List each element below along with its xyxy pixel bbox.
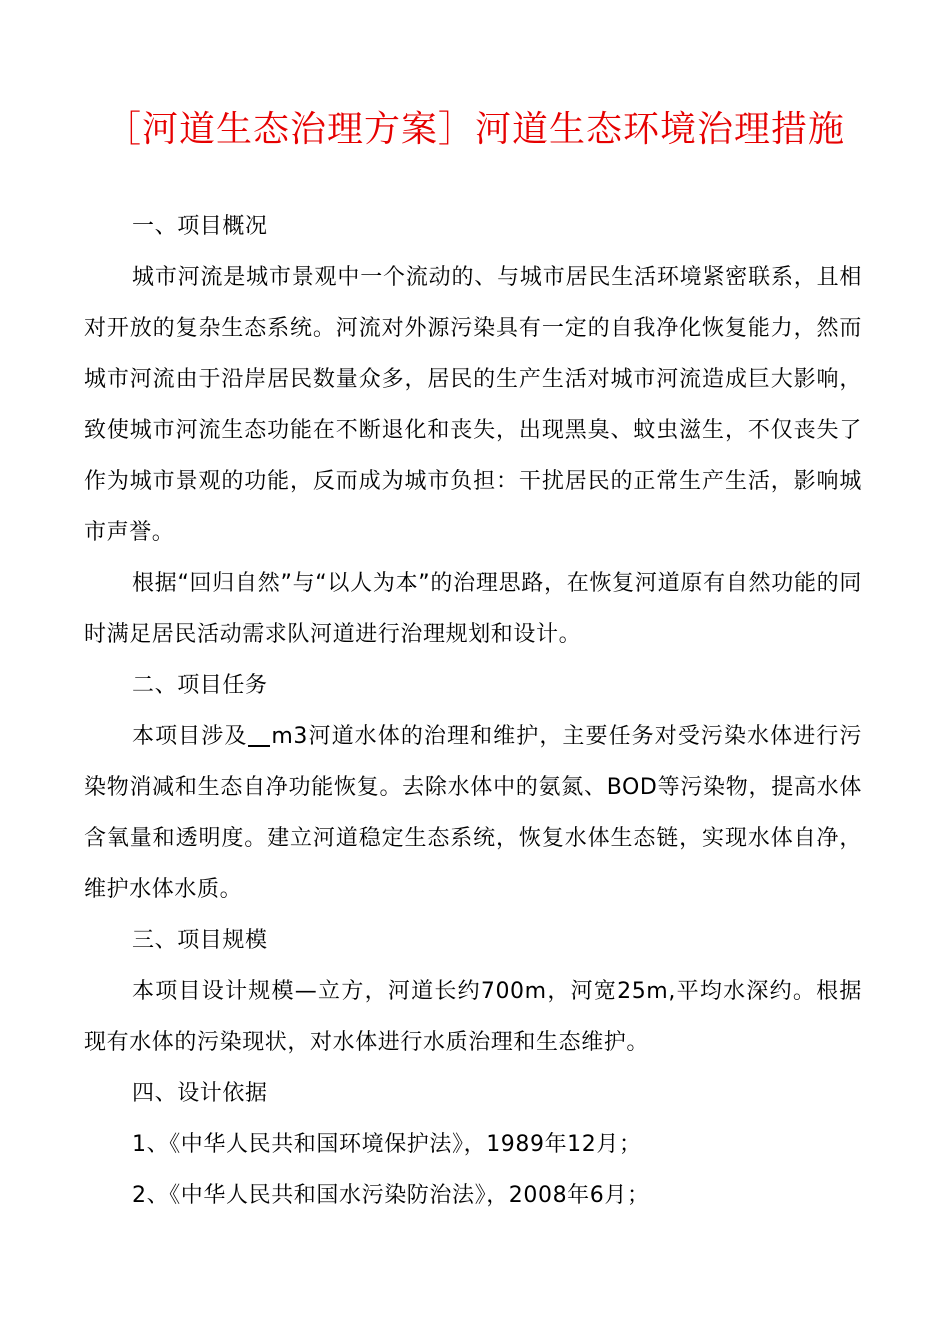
section-heading-tasks: 二、项目任务 [132,673,268,698]
paragraph-tasks-lead: 本项目涉及 [132,724,248,749]
section-heading-scale: 三、项目规模 [132,928,268,953]
document-title: ［河道生态治理方案］河道生态环境治理措施 [104,109,845,150]
section-heading-basis: 四、设计依据 [132,1081,268,1106]
paragraph-overview-1: 城市河流是城市景观中一个流动的、与城市居民生活环境紧密联系，且相对开放的复杂生态系统。河流对外源污染具有一定的自我净化恢复能力，然而城市河流由于沿岸居民数量众多，居民的生产生活对城市河流造成巨大影响，致使城市河流生态功能在不断退化和丧失，出现黑臭、蚊虫滋生，不仅丧失了作为城市景观的功能，反而成为城市负担：干扰居民的正常生产生活，影响城市声誉。 [84,265,862,545]
paragraph-overview-2: 根据“回归自然”与“以人为本”的治理思路，在恢复河道原有自然功能的同时满足居民活动需求队河道进行治理规划和设计。 [84,571,862,647]
paragraph-tasks-rest: m3河道水体的治理和维护，主要任务对受污染水体进行污染物消减和生态自净功能恢复。去除水体中的氨氮、BOD等污染物，提高水体含氧量和透明度。建立河道稳定生态系统，恢复水体生态链，实现水体自净，维护水体水质。 [84,724,862,902]
section-heading-overview: 一、项目概况 [132,214,268,239]
paragraph-tasks [84,711,862,915]
fill-in-blank [248,723,270,747]
document-body [84,201,862,1221]
paragraph-scale: 本项目设计规模—立方，河道长约700m，河宽25m,平均水深约。根据现有水体的污染现状，对水体进行水质治理和生态维护。 [84,979,862,1055]
basis-item-2: 2、《中华人民共和国水污染防治法》，2008年6月； [132,1183,650,1208]
basis-item-1: 1、《中华人民共和国环境保护法》，1989年12月； [132,1132,642,1157]
